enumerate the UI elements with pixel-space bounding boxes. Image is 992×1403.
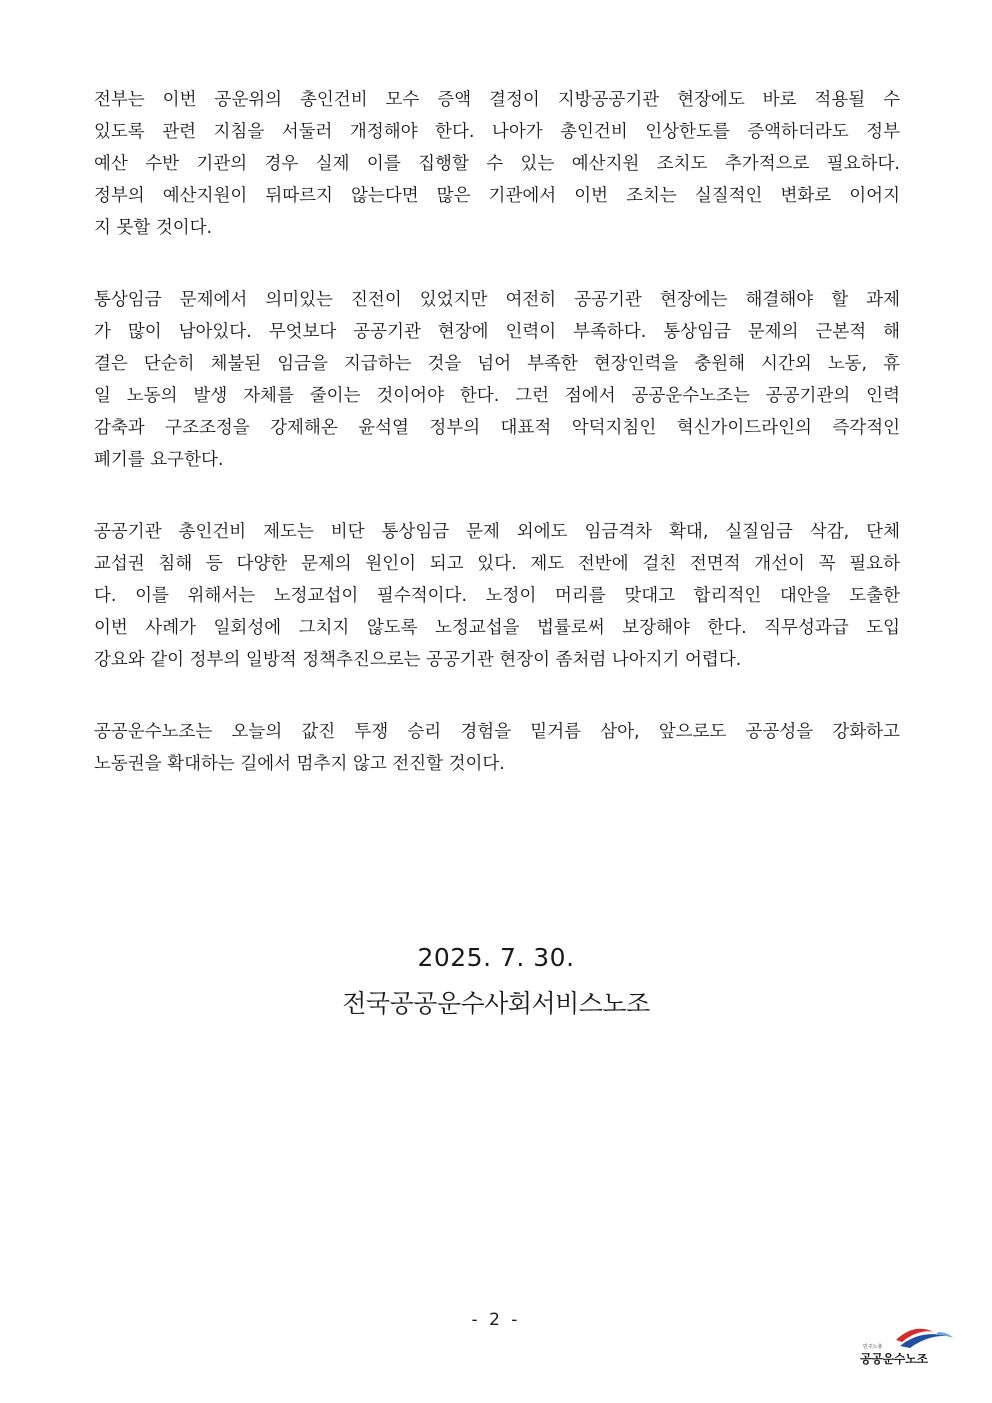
statement-date: 2025. 7. 30. bbox=[417, 943, 575, 972]
text-line: 공공기관 총인건비 제도는 비단 통상임금 문제 외에도 임금격차 확대, 실질임금 삭감, 단체 bbox=[94, 522, 900, 542]
text-line: 있도록 관련 지침을 서둘러 개정해야 한다. 나아가 총인건비 인상한도를 증액하더라도 정부 bbox=[94, 122, 900, 142]
text-line: 전부는 이번 공운위의 총인건비 모수 증액 결정이 지방공공기관 현장에도 바로 적용될 수 bbox=[94, 90, 900, 110]
logo-small-text: 민주노총 bbox=[863, 1344, 883, 1350]
text-line: 통상임금 문제에서 의미있는 진전이 있었지만 여전히 공공기관 현장에는 해결해야 할 과제 bbox=[94, 290, 900, 310]
text-line: 이번 사례가 일회성에 그치지 않도록 노정교섭을 법률로써 보장해야 한다. 직무성과급 도입 bbox=[94, 618, 900, 638]
text-line: 예산 수반 기관의 경우 실제 이를 집행할 수 있는 예산지원 조치도 추가적으로 필요하다. bbox=[94, 154, 900, 174]
text-line: 감축과 구조조정을 강제해온 윤석열 정부의 대표적 악덕지침인 혁신가이드라인의 즉각적인 bbox=[94, 418, 900, 438]
text-line: 다. 이를 위해서는 노정교섭이 필수적이다. 노정이 머리를 맞대고 합리적인 대안을 도출한 bbox=[94, 586, 900, 606]
text-line: 공공운수노조는 오늘의 값진 투쟁 승리 경험을 밑거름 삼아, 앞으로도 공공성을 강화하고 bbox=[94, 722, 900, 742]
union-logo bbox=[856, 1322, 956, 1370]
text-line: 정부의 예산지원이 뒤따르지 않는다면 많은 기관에서 이번 조치는 실질적인 변화로 이어지 bbox=[94, 186, 900, 206]
text-line: 폐기를 요구한다. bbox=[94, 450, 224, 470]
text-line: 교섭권 침해 등 다양한 문제의 원인이 되고 있다. 제도 전반에 걸친 전면적 개선이 꼭 필요하 bbox=[94, 554, 900, 574]
paragraph-4 bbox=[94, 716, 900, 780]
paragraph-1 bbox=[94, 84, 900, 244]
text-line: 강요와 같이 정부의 일방적 정책추진으로는 공공기관 현장이 좀처럼 나아지기 어렵다. bbox=[94, 650, 742, 670]
statement-body bbox=[94, 84, 900, 820]
page-number: - 2 - bbox=[471, 1310, 521, 1330]
organization-name: 전국공공운수사회서비스노조 bbox=[342, 989, 650, 1018]
text-line: 결은 단순히 체불된 임금을 지급하는 것을 넘어 부족한 현장인력을 충원해 시간외 노동, 휴 bbox=[94, 354, 900, 374]
text-line: 가 많이 남아있다. 무엇보다 공공기관 현장에 인력이 부족하다. 통상임금 문제의 근본적 해 bbox=[94, 322, 900, 342]
paragraph-3 bbox=[94, 516, 900, 676]
text-line: 지 못할 것이다. bbox=[94, 218, 213, 238]
paragraph-2 bbox=[94, 284, 900, 476]
logo-name-text: 공공운수노조 bbox=[860, 1352, 928, 1366]
text-line: 노동권을 확대하는 길에서 멈추지 않고 전진할 것이다. bbox=[94, 754, 505, 774]
text-line: 일 노동의 발생 자체를 줄이는 것이어야 한다. 그런 점에서 공공운수노조는 공공기관의 인력 bbox=[94, 386, 900, 406]
